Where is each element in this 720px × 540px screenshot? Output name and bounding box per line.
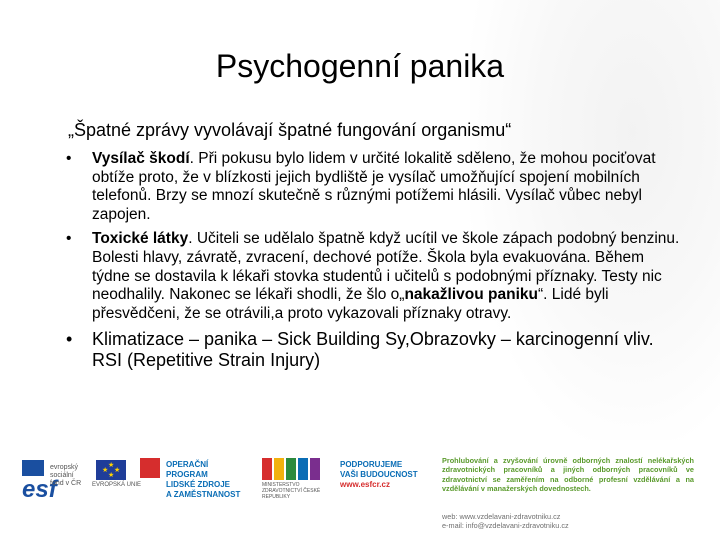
bullet-text: Klimatizace – panika – Sick Building Sy,Obrazovky – karcinogenní vliv. RSI (Repetitive Strain Injury): [92, 329, 654, 371]
op-line-1: OPERAČNÍ PROGRAM: [166, 460, 209, 479]
email-link[interactable]: e-mail: info@vzdelavani-zdravotniku.cz: [442, 521, 569, 531]
bullet-item-transmitter: [66, 150, 686, 224]
op-program-logo: [140, 458, 252, 502]
op-line-2: LIDSKÉ ZDROJE: [166, 480, 231, 489]
support-web: www.esfcr.cz: [340, 480, 390, 489]
op-line-3: A ZAMĚSTNANOST: [166, 490, 241, 499]
eu-flag-icon: ★ ★ ★ ★: [96, 460, 126, 480]
esf-logo-text: esf: [22, 476, 57, 503]
op-logo-icon: [140, 458, 160, 478]
bullet-list: [66, 150, 686, 371]
footer-logos: [0, 452, 720, 540]
ministry-caption: MINISTERSTVO ZDRAVOTNICTVÍ ČESKÉ REPUBLIKY: [262, 482, 321, 500]
bullet-text: . Učiteli se udělalo špatně když ucítil ve škole zápach podobný benzinu. Bolesti hlavy, závratě, zvracení, dechové potíže. Škola byla evakuována. Během týdne se dostavila k lékaři stovka studentů i učitelů s podobnými příznaky. Testy nic neodhalily. Nakonec se lékaři shodli, že šlo o„: [92, 230, 680, 304]
bullet-lead: Toxické látky: [92, 230, 189, 248]
support-line-2: VAŠI BUDOUCNOST: [340, 470, 418, 479]
bullet-text: . Při pokusu bylo lidem v určité lokalitě sděleno, že mohou pociťovat obtíže proto, že v blízkosti jejich bydliště je vysílač umožňující spojení mobilních telefonů. Brzy se mnozí skutečně s různými potížemi hlásili. Vysílač vůbec nebyl zapojen.: [92, 150, 656, 223]
slide-title: Psychogenní panika: [215, 48, 505, 84]
esf-logo: [22, 460, 82, 503]
web-link[interactable]: web: www.vzdelavani-zdravotniku.cz: [442, 512, 561, 521]
esf-small-text: evropský sociální fond v ČR: [50, 464, 82, 487]
esf-flag-icon: [22, 460, 44, 476]
eu-caption: EVROPSKÁ UNIE: [92, 482, 142, 488]
support-line-1: PODPORUJEME: [340, 460, 403, 469]
bullet-item-toxic: [66, 230, 686, 323]
ministry-logo-icon: [262, 458, 272, 480]
ministry-logo: [262, 458, 332, 502]
bullet-icon: •: [66, 329, 73, 350]
bullet-icon: •: [66, 230, 72, 248]
bullet-emphasis: nakažlivou paniku: [404, 286, 538, 304]
bullet-text-end: “. Lidé byli přesvědčeni, že se otrávili,a proto vykazovali příznaky otravy.: [92, 286, 609, 322]
slide-quote: „Špatné zprávy vyvolávají špatné fungování organismu“: [68, 120, 512, 140]
support-logo: [340, 460, 418, 490]
contacts: [442, 512, 569, 531]
bullet-item-main: [66, 329, 686, 371]
bullet-lead: Vysílač škodí: [92, 150, 190, 167]
bullet-icon: •: [66, 150, 72, 167]
project-info: Prohlubování a zvyšování úrovně odborných znalostí nelékařských zdravotnických pracovníků a jiných odborných pracovníků ve zdravotnictví se zaměřením na odborné profesní vzdělávání a na vzdělávání v manažerských dovednostech.: [442, 456, 694, 494]
